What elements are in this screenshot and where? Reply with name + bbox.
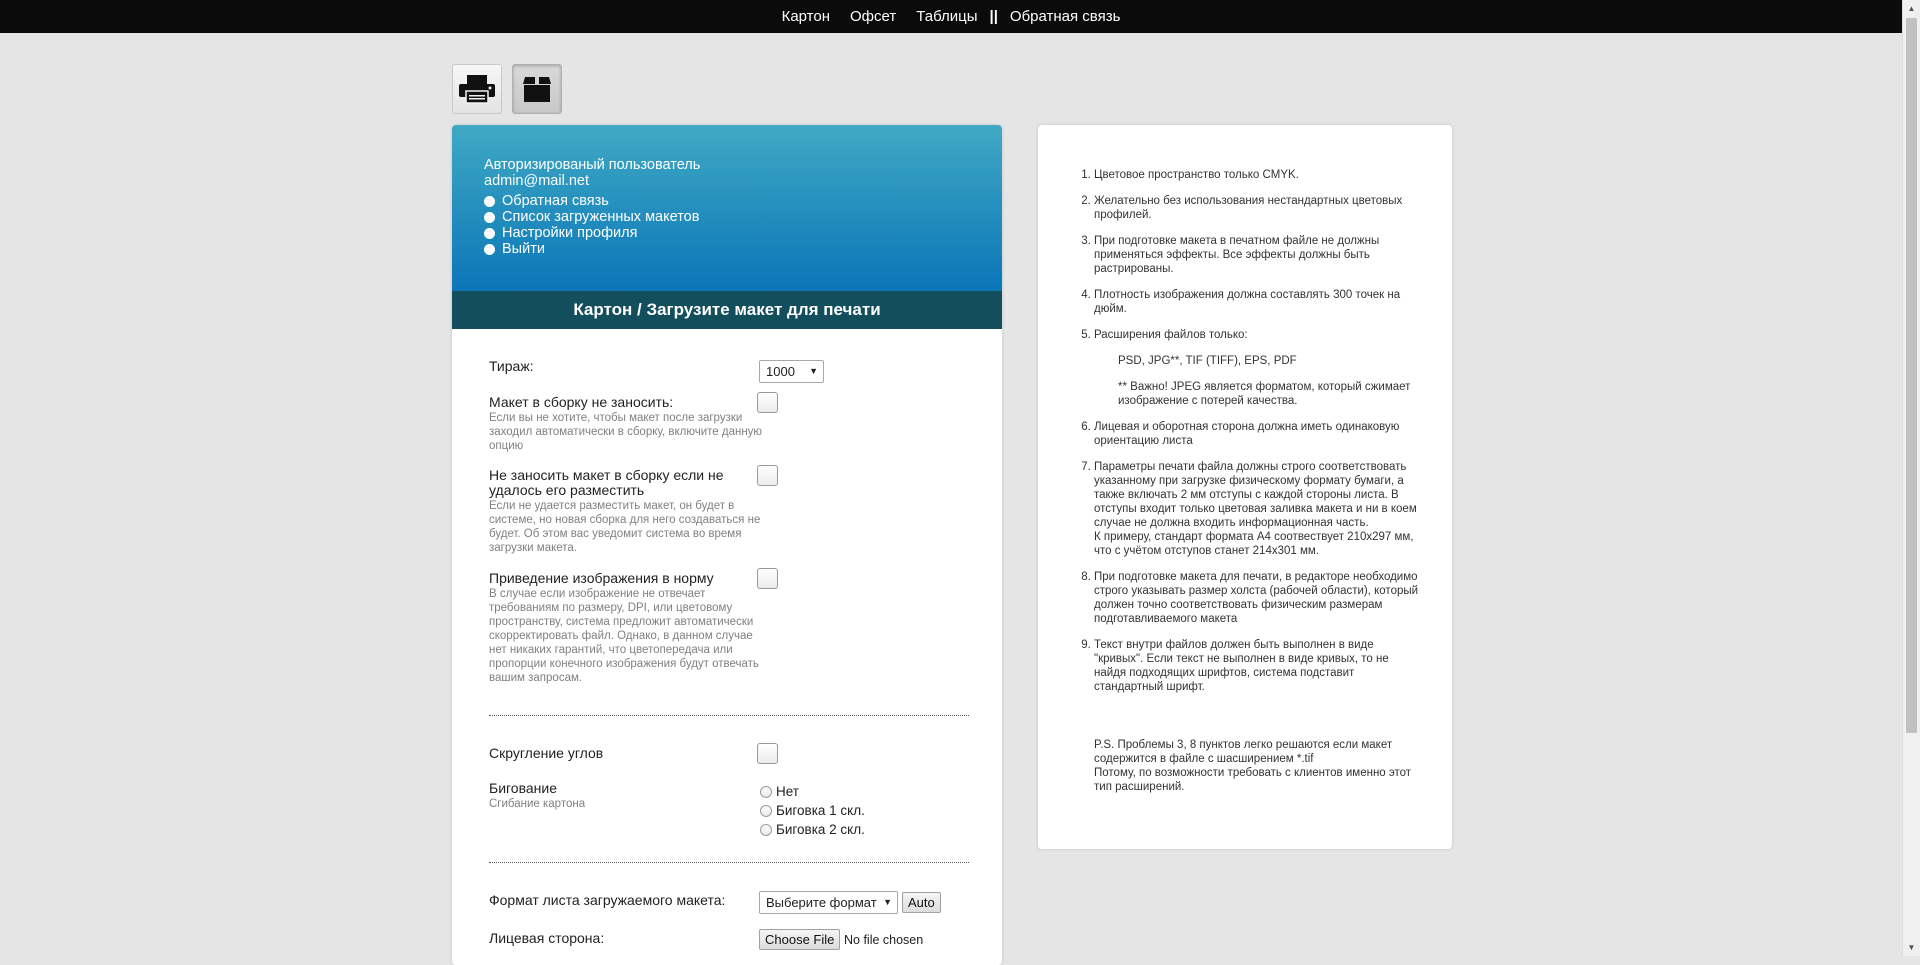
- rules-list: [1038, 125, 1452, 694]
- scoring-row: [489, 781, 969, 811]
- choose-file-button[interactable]: Choose File: [759, 929, 840, 950]
- rule-item: 2. Желательно без использования нестандартных цветовых профилей.: [1094, 194, 1422, 222]
- normalize-row: [489, 571, 969, 685]
- no-assembly-checkbox[interactable]: [757, 392, 778, 413]
- front-label: Лицевая сторона:: [489, 930, 605, 946]
- scroll-down-arrow-icon[interactable]: ▼: [1907, 943, 1916, 952]
- user-menu-logout[interactable]: Выйти: [484, 241, 1002, 257]
- box-icon: [522, 75, 552, 103]
- chevron-down-icon: ▼: [883, 897, 892, 907]
- no-assembly-fail-label: Не заносить макет в сборку если не удалось его разместить: [489, 467, 724, 498]
- file-status: No file chosen: [844, 933, 924, 947]
- rule-item: 9. Текст внутри файлов должен быть выполнен в виде "кривых". Если текст не выполнен в виде кривых, то не найдя подходящих шрифтов, система подставит стандартный шрифт.: [1094, 638, 1422, 694]
- rule-item: 4. Плотность изображения должна составлять 300 точек на дюйм.: [1094, 288, 1422, 316]
- scoring-hint: Сгибание картона: [489, 798, 586, 810]
- print-mode-button[interactable]: [452, 64, 502, 114]
- scrollbar-thumb[interactable]: [1906, 18, 1917, 733]
- rule-item: 6. Лицевая и оборотная сторона должна иметь одинаковую ориентацию листа: [1094, 420, 1422, 448]
- user-email: admin@mail.net: [484, 173, 589, 189]
- nav-link-tables[interactable]: Таблицы: [916, 8, 978, 25]
- rules-ps: [1038, 706, 1452, 794]
- top-nav: [0, 0, 1902, 33]
- normalize-checkbox[interactable]: [757, 568, 778, 589]
- radio-button[interactable]: [760, 805, 772, 817]
- scoring-option-2[interactable]: Биговка 2 скл.: [760, 822, 865, 837]
- nav-link-karton[interactable]: Картон: [781, 8, 830, 25]
- panel-title: Картон / Загрузите макет для печати: [452, 291, 1002, 329]
- nav-link-feedback[interactable]: Обратная связь: [1009, 8, 1121, 25]
- nav-separator: ||: [989, 8, 998, 25]
- no-assembly-fail-checkbox[interactable]: [757, 465, 778, 486]
- radio-button[interactable]: [760, 824, 772, 836]
- scoring-label: Бигование: [489, 780, 557, 796]
- bullet-icon: [484, 244, 495, 255]
- user-box: [452, 125, 1002, 291]
- rules-panel: [1038, 125, 1452, 849]
- no-assembly-label: Макет в сборку не заносить:: [489, 394, 674, 410]
- user-menu-layouts[interactable]: Список загруженных макетов: [484, 209, 1002, 225]
- rule-item: 1. Цветовое пространство только CMYK.: [1094, 168, 1422, 182]
- nav-link-ofset[interactable]: Офсет: [850, 8, 897, 25]
- rule-item: 3. При подготовке макета в печатном файле не должны применяться эффекты. Все эффекты должны быть растрированы.: [1094, 234, 1422, 276]
- rule-item: 8. При подготовке макета для печати, в редакторе необходимо строго указывать размер холста (рабочей области), который должен точно соответствовать физическим размерам подготавливаемого макета: [1094, 570, 1422, 626]
- upload-panel: [452, 125, 1002, 965]
- divider: [489, 862, 969, 863]
- tirazh-select[interactable]: 1000 ▼: [759, 360, 824, 383]
- no-assembly-hint: Если вы не хотите, чтобы макет после загрузки заходил автоматически в сборку, включите данную опцию: [489, 412, 763, 452]
- rule-jpeg-note: ** Важно! JPEG является форматом, который сжимает изображение с потерей качества.: [1118, 381, 1411, 407]
- radio-button[interactable]: [760, 786, 772, 798]
- normalize-hint: В случае если изображение не отвечает требованиям по размеру, DPI, или цветовому пространству, система предложит автоматически скорректировать файл. Однако, в данном случае нет никаких гарантий, что цветопередача или пропорции конечного изображения будут отвечать вашим запросам.: [489, 588, 759, 684]
- chevron-down-icon: ▼: [809, 366, 818, 376]
- format-label: Формат листа загружаемого макета:: [489, 892, 726, 908]
- rounding-checkbox[interactable]: [757, 743, 778, 764]
- user-heading: Авторизированый пользователь: [484, 157, 701, 173]
- tirazh-label: Тираж:: [489, 358, 534, 374]
- page-scrollbar[interactable]: [1902, 0, 1920, 956]
- rounding-row: [489, 746, 969, 761]
- bullet-icon: [484, 212, 495, 223]
- user-menu: [484, 193, 1002, 257]
- no-assembly-row: [489, 395, 969, 453]
- rule-example: К примеру, стандарт формата A4 соотвествует 210х297 мм, что с учётом отступов станет 214х301 мм.: [1094, 531, 1414, 557]
- bullet-icon: [484, 228, 495, 239]
- tirazh-row: [489, 359, 969, 374]
- printer-icon: [458, 74, 496, 104]
- scoring-option-1[interactable]: Биговка 1 скл.: [760, 803, 865, 818]
- rule-item: 7. Параметры печати файла должны строго соответствовать указанному при загрузке физическому формату бумаги, а также включать 2 мм отступы с каждой стороны листа. В отступы входит только цветовая заливка макета и ни в коем случае не должна входить информационная часть. К примеру, стандарт формата A4 соотвествует 210х297 мм, что с учётом отступов станет 214х301 мм.: [1094, 460, 1422, 558]
- box-mode-button[interactable]: [512, 64, 562, 114]
- auto-format-button[interactable]: Auto: [902, 892, 941, 913]
- user-menu-feedback[interactable]: Обратная связь: [484, 193, 1002, 209]
- scroll-up-arrow-icon[interactable]: ▲: [1907, 4, 1916, 13]
- rules-ps-line2: Потому, по возможности требовать с клиентов именно этот тип расширений.: [1094, 767, 1412, 793]
- rounding-label: Скругление углов: [489, 745, 604, 761]
- rule-item: 5. Расширения файлов только: PSD, JPG**, TIF (TIFF), EPS, PDF ** Важно! JPEG является форматом, который сжимает изображение с потерей качества.: [1094, 328, 1422, 408]
- normalize-label: Приведение изображения в норму: [489, 570, 714, 586]
- format-select[interactable]: Выберите формат ▼: [759, 891, 898, 914]
- rules-ps-line1: P.S. Проблемы 3, 8 пунктов легко решаются если макет содержится в файле с шасширением *.tif: [1094, 739, 1393, 765]
- rule-extensions: PSD, JPG**, TIF (TIFF), EPS, PDF: [1118, 355, 1297, 367]
- user-menu-profile[interactable]: Настройки профиля: [484, 225, 1002, 241]
- no-assembly-fail-row: [489, 468, 969, 555]
- no-assembly-fail-hint: Если не удается разместить макет, он будет в системе, но новая сборка для него создаваться не будет. Об этом вас уведомит система во время загрузки макета.: [489, 500, 761, 554]
- bullet-icon: [484, 196, 495, 207]
- scoring-option-none[interactable]: Нет: [760, 784, 799, 799]
- divider: [489, 715, 969, 716]
